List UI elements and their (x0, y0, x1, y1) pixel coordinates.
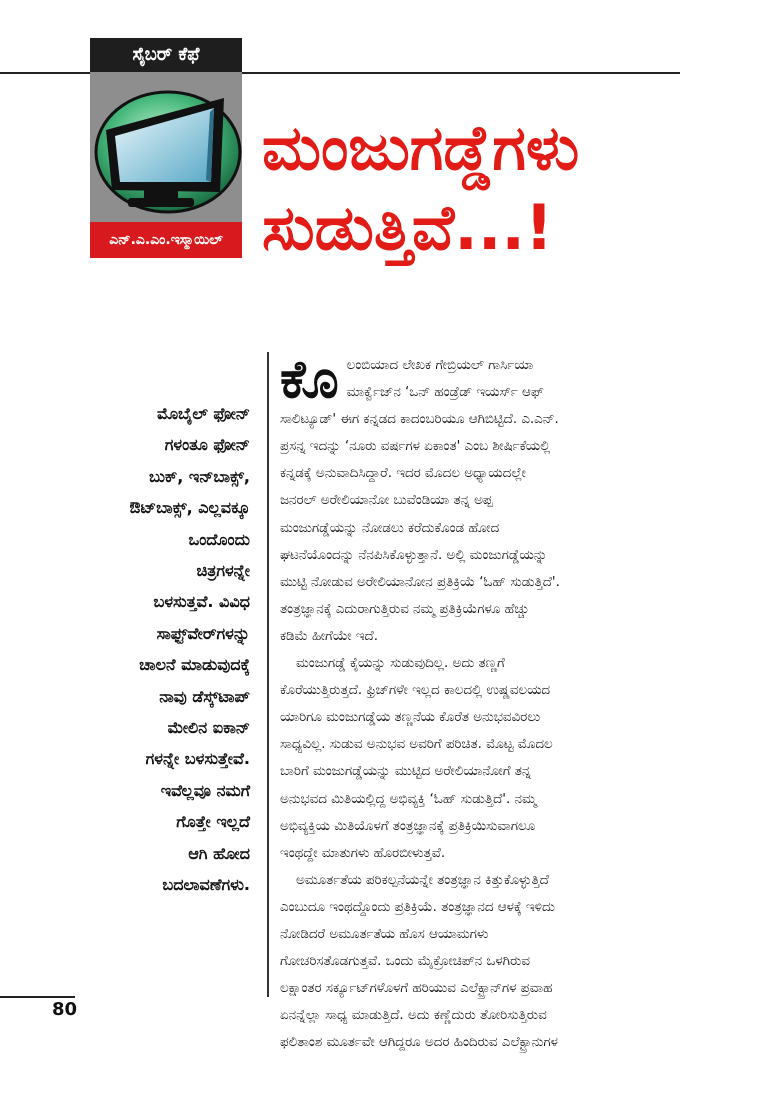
text-line: ಕನ್ನಡಕ್ಕೆ ಅನುವಾದಿಸಿದ್ದಾರೆ. ಇದರ ಮೊದಲ ಅಧ್ಯಾಯದಲ್ಲೇ (280, 466, 526, 482)
text-line: ಗೋಚರಿಸತೊಡಗುತ್ತವೆ. ಒಂದು ಮೈಕ್ರೋಚಿಪ್‌ನ ಒಳಗಿರುವ (280, 954, 530, 970)
pull-quote-line: ಗಳನ್ನೇ ಬಳಸುತ್ತೇವೆ. (145, 749, 250, 769)
text-line: ಮಂಜುಗಡ್ಡೆ ಕೈಯನ್ನು ಸುಡುವುದಿಲ್ಲ. ಅದು ತಣ್ಣಗೆ (296, 656, 505, 672)
text-line: ಅನುಭವದ ಮಿತಿಯಲ್ಲಿದ್ದ ಅಭಿವ್ಯಕ್ತಿ ‘ಓಹ್ ಸುಡುತ್ತಿದೆ'. ನಮ್ಮ (280, 791, 537, 807)
pull-quote-line: ಮೇಲಿನ ಐಕಾನ್ (167, 718, 250, 738)
text-line: ಏನನ್ನೆಲ್ಲಾ ಸಾಧ್ಯ ಮಾಡುತ್ತಿದೆ. ಅದು ಕಣ್ಣೆದುರು ತೋರಿಸುತ್ತಿರುವ (280, 1008, 547, 1024)
text-line: ಸಾಧ್ಯವಿಲ್ಲ. ಸುಡುವ ಅನುಭವ ಅವರಿಗೆ ಪರಿಚಿತ. ಮೊಟ್ಟ ಮೊದಲ (280, 737, 553, 753)
pull-quote-line: ಬಳಸುತ್ತವೆ. ವಿವಿಧ (153, 592, 250, 612)
title-line-2: ಸುಡುತ್ತಿವೆ...! (262, 191, 554, 264)
drop-cap: ಕೊ (280, 350, 339, 410)
computer-monitor-icon (90, 72, 242, 222)
paragraph-1 (280, 352, 680, 650)
text-line: ಇಂಥದ್ದೇ ಮಾತುಗಳು ಹೊರಬೀಳುತ್ತವೆ. (280, 845, 446, 861)
text-line: ಫಲಿತಾಂಶ ಮೂರ್ತವೇ ಆಗಿದ್ದರೂ ಅದರ ಹಿಂದಿರುವ ಎಲೆಕ್ಟ್ರಾನುಗಳ (280, 1035, 558, 1051)
text-line: ಅಮೂರ್ತತೆಯ ಪರಿಕಲ್ಪನೆಯನ್ನೇ ತಂತ್ರಜ್ಞಾನ ಕಿತ್ತುಕೊಳ್ಳುತ್ತಿದೆ (296, 872, 549, 888)
pull-quote-line: ಮೊಬೈಲ್ ಫೋನ್ (156, 404, 250, 423)
text-line: ಲಂಬಿಯಾದ ಲೇಖಕ ಗೇಬ್ರಿಯಲ್ ಗಾರ್ಸಿಯಾ (346, 358, 534, 373)
pull-quote-line: ಚಾಲನೆ ಮಾಡುವುದಕ್ಕೆ (139, 655, 250, 675)
pull-quote-line: ಒಂದೊಂದು (188, 529, 250, 549)
text-line: ಅಭಿವ್ಯಕ್ತಿಯ ಮಿತಿಯೊಳಗೆ ತಂತ್ರಜ್ಞಾನಕ್ಕೆ ಪ್ರತಿಕ್ರಿಯಿಸುವಾಗಲೂ (280, 818, 536, 834)
column-label: ಸೈಬರ್ ಕೆಫೆ (90, 38, 242, 72)
text-line: ಪ್ರಸನ್ನ ಇದನ್ನು ‘ನೂರು ವರ್ಷಗಳ ಏಕಾಂತ' ಎಂಬ ಶೀರ್ಷಿಕೆಯಲ್ಲಿ (280, 439, 551, 455)
paragraph-3 (280, 867, 680, 1057)
text-line: ಲಕ್ಷಾಂತರ ಸರ್ಕ್ಯೂಟ್‌ಗಳೊಳಗೆ ಹರಿಯುವ ಎಲೆಕ್ಟ್ರಾನ್‌ಗಳ ಪ್ರವಾಹ (280, 981, 553, 997)
pull-quote-line: ಆಗಿ ಹೋದ (188, 843, 250, 863)
text-line: ಯಾರಿಗೂ ಮಂಜುಗಡ್ಡೆಯ ತಣ್ಣನೆಯ ಕೊರೆತ ಅನುಭವವಿರಲು (280, 710, 541, 726)
page-title (262, 108, 682, 268)
pull-quote-line: ಬದಲಾವಣೆಗಳು. (162, 875, 250, 895)
text-line: ಸಾಲಿಟ್ಯೂಡ್' ಈಗ ಕನ್ನಡದ ಕಾದಂಬರಿಯೂ ಆಗಿಬಿಟ್ಟಿದೆ. ಎ.ಎನ್. (280, 412, 559, 428)
author-name: ಎನ್.ಎ.ಎಂ.ಇಸ್ಮಾಯಿಲ್ (90, 222, 242, 258)
title-line-1: ಮಂಜುಗಡ್ಡೆಗಳು (262, 111, 580, 184)
pull-quote-line: ಗಳಂತೂ ಫೋನ್ (164, 435, 250, 455)
text-line: ಜನರಲ್ ಅರೇಲಿಯಾನೋ ಬುವೆಂಡಿಯಾ ತನ್ನ ಅಪ್ಪ (280, 493, 493, 509)
page-number-rule (0, 996, 75, 998)
text-line: ಮುಟ್ಟಿ ನೋಡುವ ಅರೇಲಿಯಾನೋನ ಪ್ರತಿಕ್ರಿಯೆ ‘ಓಹ್ ಸುಡುತ್ತಿದೆ'. (280, 574, 560, 590)
text-line: ನೋಡಿದರೆ ಅಮೂರ್ತತೆಯ ಹೊಸ ಆಯಾಮಗಳು (280, 926, 489, 942)
pull-quote-line: ಔಟ್‌ಬಾಕ್ಸ್, ಎಲ್ಲವಕ್ಕೂ (129, 498, 250, 518)
pull-quote-line: ಬುಕ್, ಇನ್‌ಬಾಕ್ಸ್, (148, 466, 250, 486)
text-line: ತಂತ್ರಜ್ಞಾನಕ್ಕೆ ಎದುರಾಗುತ್ತಿರುವ ನಮ್ಮ ಪ್ರತಿಕ್ರಿಯೆಗಳೂ ಹೆಚ್ಚು (280, 601, 530, 617)
article-body (280, 352, 680, 1056)
text-line: ಮಾರ್ಕ್ವೆಜ್‌ನ ‘ಒನ್ ಹಂಡ್ರೆಡ್ ಇಯರ್ಸ್ ಆಫ್ (346, 385, 544, 401)
pull-quote-line: ಚಿತ್ರಗಳನ್ನೇ (196, 561, 250, 581)
pull-quote (80, 398, 250, 901)
text-line: ಕೊರೆಯುತ್ತಿರುತ್ತದೆ. ಫ್ರಿಜ್‌ಗಳೇ ಇಲ್ಲದ ಕಾಲದಲ್ಲಿ ಉಷ್ಣವಲಯದ (280, 683, 551, 699)
pull-quote-line: ಸಾಫ್ಟ್‌ವೇರ್‌ಗಳನ್ನು (156, 623, 250, 643)
text-line: ಕಡಿಮೆ ಹೀಗೆಯೇ ಇದೆ. (280, 628, 378, 644)
column-divider (267, 352, 269, 997)
pull-quote-line: ನಾವು ಡೆಸ್ಕ್‌ಟಾಪ್ (159, 686, 250, 706)
text-line: ಘಟನೆಯೊಂದನ್ನು ನೆನಪಿಸಿಕೊಳ್ಳುತ್ತಾನೆ. ಅಲ್ಲಿ ಮಂಜುಗಡ್ಡೆಯನ್ನು (280, 547, 548, 563)
pull-quote-line: ಗೊತ್ತೇ ಇಲ್ಲದೆ (176, 812, 250, 832)
text-line: ಮಂಜುಗಡ್ಡೆಯನ್ನು ನೋಡಲು ಕರೆದುಕೊಂಡ ಹೋದ (280, 520, 500, 536)
paragraph-2 (280, 650, 680, 867)
pull-quote-line: ಇವೆಲ್ಲವೂ ನಮಗೆ (160, 780, 250, 800)
text-line: ಬಾರಿಗೆ ಮಂಜುಗಡ್ಡೆಯನ್ನು ಮುಟ್ಟಿದ ಅರೇಲಿಯಾನೋಗೆ ತನ್ನ (280, 764, 532, 780)
page-number: 80 (52, 999, 78, 1020)
text-line: ಎಂಬುದೂ ಇಂಥದ್ದೊಂದು ಪ್ರತಿಕ್ರಿಯೆ. ತಂತ್ರಜ್ಞಾನದ ಆಳಕ್ಕೆ ಇಳಿದು (280, 899, 555, 915)
